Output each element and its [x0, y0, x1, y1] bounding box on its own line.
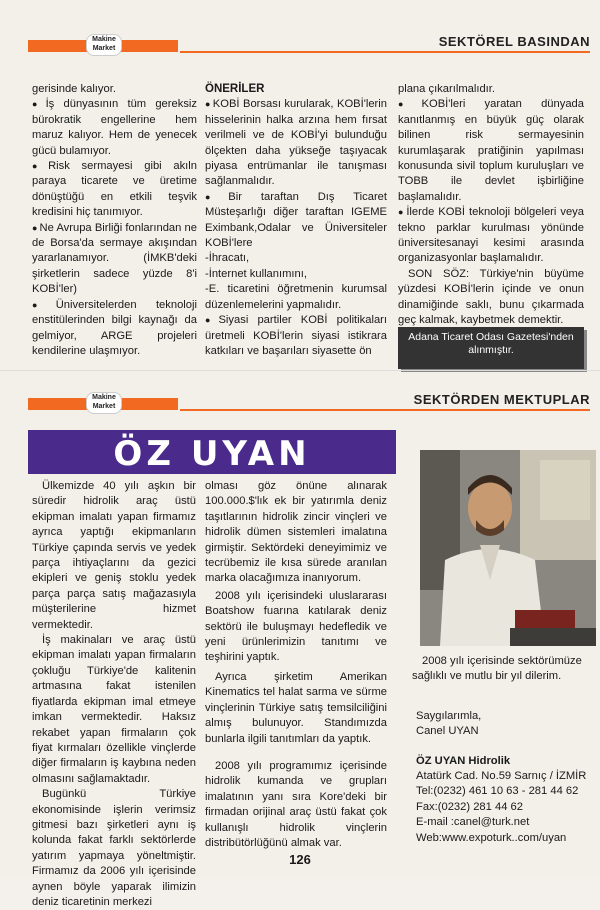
company-address: Atatürk Cad. No.59 Sarnıç / İZMİR [416, 770, 587, 783]
signer-name: Canel UYAN [416, 725, 479, 738]
col2-bullet: ● Siyasi partiler KOBİ politikaları üretmeli KOBİ'lerin siyasi istikrara katkıları ve başarıları siyasette ön [205, 313, 387, 359]
page-number: 126 [289, 852, 311, 867]
col1-bullet: ● Risk sermayesi gibi akıln paraya ticarete ve üretime dönüştüğü en etkili teşvik kredisini hiç tanımıyor. [32, 159, 197, 221]
company-web: Web:www.expoturk..com/uyan [416, 831, 567, 844]
col3-text: SON SÖZ: Türkiye'nin büyüme yüzdesi KOBİ'lerin içinde ve onun dinamiğinde saklı, bunu çıkarmada geç kalmak, kaybetmek demektir. [398, 267, 584, 327]
col1-bullet: ● İş dünyasının tüm gereksiz bürokratik engellerine hem maruz kalıyor. Hem de yenecek gücü bulamıyor. [32, 97, 197, 159]
section-title: SEKTÖRDEN MEKTUPLAR [413, 392, 590, 407]
closing-paragraph: 2008 yılı içerisinde sektörümüze sağlıklı ve mutlu bir yıl dilerim. [412, 655, 582, 683]
col3-bullet: ● KOBİ'leri yaratan dünyada kanıtlanmış en büyük güç olarak bilinen risk sermayesinin kurumlaşarak pratiğinin yapılması konusunda sivil toplum kuruluşları ve TOBB ile devlet işbirliğine başlamalıdır. [398, 97, 584, 205]
photo-illustration [420, 450, 596, 646]
company-banner [28, 430, 396, 474]
section-title: SEKTÖREL BASINDAN [438, 34, 590, 49]
col1-text: gerisinde kalıyor. [32, 83, 116, 95]
article-column-2 [205, 479, 387, 851]
article-paragraph: İş makinaları ve araç üstü ekipman imalatı yapan firmaların çokluğu Türkiye'de kalitenin artmasına fakat istenilen fiyatlarda ekipman imal etmeye imkan vermektedir. Haksız rekabet yapan firmaların çok fiyat kırmaları özellikle vinçlerde diğer firmaların iş kaybına neden olmasını sağlamaktadır. [32, 634, 196, 785]
section-divider [0, 370, 600, 371]
source-note: Adana Ticaret Odası Gazetesi'nden alınmıştır. [398, 327, 584, 369]
oneriler-heading: ÖNERİLER [205, 83, 265, 95]
closing-salutation: Saygılarımla, [416, 709, 482, 722]
company-email: E-mail :canel@turk.net [416, 816, 530, 829]
company-name: ÖZ UYAN Hidrolik [416, 754, 511, 767]
col2-list-item: -İhracatı, [205, 252, 250, 265]
header-rule [180, 409, 590, 411]
makine-market-logo: Makine Market [86, 392, 122, 414]
article-paragraph: Bugünkü Türkiye ekonomisinde işlerin verimsiz gitmesi bazı şirketleri aynı iş kolunda fakat farklı sektörlerde yatırım yapmaya yöneltmiştir. Firmamız da 2006 yılı içerisinde aynen böyle yaparak ilimizin deniz ticaretinin merkezi [32, 788, 196, 908]
column-2 [205, 82, 387, 359]
article-paragraph: Ayrıca şirketim Amerikan Kinematics tel halat sarma ve sürme vinçlerinin Türkiye satış temsilciliğini almış bulunuyor. Standımızda bunlarla ilgili tanıtımları da yaptık. [205, 670, 387, 745]
col2-bullet: ● KOBİ Borsası kurularak, KOBİ'lerin hisselerinin halka arzına hem fırsat verilmeli ve de KOBİ'yi bulunduğu ölçekten daha yükseğe taşıyacak piyasa entrümanlar ile tanışması sağlanmalıdır. [205, 97, 387, 189]
col1-bullet: ● Üniversitelerden teknoloji enstitülerinden bilgi kaynağı da gelmiyor, ARGE projeleri kendilerine ulaşmıyor. [32, 298, 197, 360]
article-paragraph: Ülkemizde 40 yılı aşkın bir süredir hidrolik araç üstü ekipman imalatı yapan firmamız ayrıca yaptığı ekipmanların Türkiye çapında servis ve yedek parça ihtiyaçlarını da gezici ekipleri ve geniş stoklu yedek parça parça satış mağazasıyla müşterilerine hizmet vermektedir. [32, 480, 196, 631]
banner-title: ÖZ UYAN [113, 434, 311, 474]
col3-bullet: ● İlerde KOBİ teknoloji bölgeleri veya tekno parklar kurulması yönünde üniversitesanayi kesimi arasında organizasyonlar başlamalıdır. [398, 205, 584, 267]
author-photo [420, 450, 596, 646]
article-column-1 [32, 479, 196, 910]
article-paragraph: olması göz önüne alınarak 100.000.$'lık ek bir yatırımla deniz taşıtlarının hidrolik zincir vinçleri ve hidrolik dümen sistemleri imalatına girmiştir. Sektördeki deneyimimiz ve tecrübemiz ile kısa sürede aranılan marka olacağımıza inanıyorum. [205, 480, 387, 585]
col1-bullet: ● Ne Avrupa Birliği fonlarından ne de Borsa'da sermaye akışından yararlanamıyor. (İMKB'deki şirketlerin sadece yüzde 8'i KOBİ'ler) [32, 221, 197, 298]
article-paragraph: 2008 yılı programımız içerisinde hidrolik kumanda ve grupları imalatının yanı sıra Kore'deki bir firmadan orijinal araç üstü fakat çok kullanışlı hidrolik vinçlerin distribütörlüğünü almak var. [205, 759, 387, 849]
top-section-header [0, 32, 600, 56]
column-1 [32, 82, 197, 359]
mid-section-header [0, 390, 600, 414]
company-fax: Fax:(0232) 281 44 62 [416, 800, 523, 813]
article-column-3 [412, 654, 588, 846]
col2-bullet: ● Bir taraftan Dış Ticaret Müsteşarlığı diğer taraftan IGEME Eximbank,Odalar ve Üniversiteler KOBİ'lere [205, 190, 387, 252]
col2-list-item: -E. ticaretini öğretmenin kurumsal düzenlemelerini yapmalıdır. [205, 283, 387, 311]
makine-market-logo: Makine Market [86, 34, 122, 56]
company-phone: Tel:(0232) 461 10 63 - 281 44 62 [416, 785, 579, 798]
col2-list-item: -İnternet kullanımını, [205, 267, 307, 280]
column-3 [398, 82, 584, 329]
article-paragraph: 2008 yılı içerisindeki uluslararası Boatshow fuarına katılarak deniz sektörü ile buluşmayı hedefledik ve yeni ürünlerimizin tanıtımı ve teşhirini yaptık. [205, 589, 387, 664]
header-rule [180, 51, 590, 53]
col3-text: plana çıkarılmalıdır. [398, 83, 495, 95]
